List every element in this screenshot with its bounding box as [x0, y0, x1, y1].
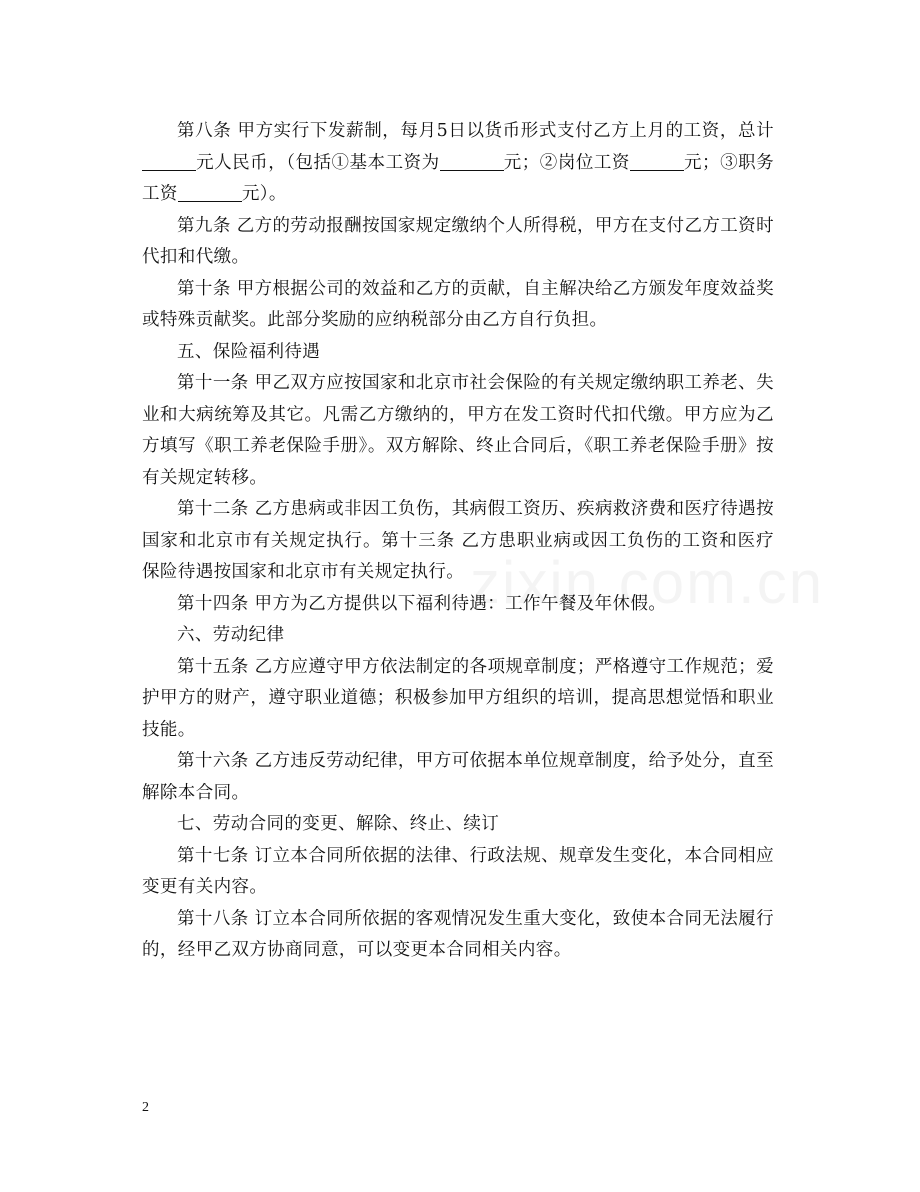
- article-15-paragraph: 第十五条 乙方应遵守甲方依法制定的各项规章制度；严格遵守工作规范；爱护甲方的财产，遵守职业道德；积极参加甲方组织的培训，提高思想觉悟和职业技能。: [142, 656, 774, 740]
- article-14-paragraph: 第十四条 甲方为乙方提供以下福利待遇：工作午餐及年休假。: [177, 593, 667, 614]
- article-8-text-1: 第八条 甲方实行下发薪制，每月5日以货币形式支付乙方上月的工资，总计: [177, 121, 774, 141]
- article-17-paragraph: 第十七条 订立本合同所依据的法律、行政法规、规章发生变化，本合同相应变更有关内容。: [142, 845, 774, 897]
- document-body: [142, 116, 774, 967]
- blank-total-amount: [142, 152, 196, 171]
- article-9-paragraph: 第九条 乙方的劳动报酬按国家规定缴纳个人所得税，甲方在支付乙方工资时代扣和代缴。: [142, 215, 774, 267]
- section-6-heading: 六、劳动纪律: [177, 625, 285, 645]
- blank-duty-salary: [178, 183, 242, 202]
- article-8-text-3: 元；②岗位工资: [503, 152, 630, 173]
- article-8-text-5: 元）。: [241, 184, 287, 204]
- section-5-heading: 五、保险福利待遇: [177, 341, 321, 362]
- blank-post-salary: [630, 152, 684, 171]
- article-8-paragraph: [142, 116, 774, 211]
- article-8-text-4: 元；③职务工资: [142, 152, 775, 204]
- article-16-paragraph: 第十六条 乙方违反劳动纪律，甲方可依据本单位规章制度，给予处分，直至解除本合同。: [142, 751, 774, 803]
- article-11-paragraph: 第十一条 甲乙双方应按国家和北京市社会保险的有关规定缴纳职工养老、失业和大病统筹及其它。凡需乙方缴纳的，甲方在发工资时代扣代缴。甲方应为乙方填写《职工养老保险手册》。双方解除、终止合同后，《职工养老保险手册》按有关规定转移。: [142, 373, 774, 488]
- blank-base-salary: [440, 152, 504, 171]
- article-10-paragraph: 第十条 甲方根据公司的效益和乙方的贡献，自主解决给乙方颁发年度效益奖或特殊贡献奖。此部分奖励的应纳税部分由乙方自行负担。: [142, 278, 774, 330]
- page-number: 2: [142, 1100, 149, 1115]
- article-12-13-paragraph: 第十二条 乙方患病或非因工负伤，其病假工资历、疾病救济费和医疗待遇按国家和北京市有关规定执行。第十三条 乙方患职业病或因工负伤的工资和医疗保险待遇按国家和北京市有关规定执行。: [142, 499, 774, 582]
- article-18-paragraph: 第十八条 订立本合同所依据的客观情况发生重大变化，致使本合同无法履行的，经甲乙双方协商同意，可以变更本合同相关内容。: [142, 908, 774, 960]
- article-8-text-2: 元人民币，（包括①基本工资为: [196, 152, 440, 173]
- section-7-heading: 七、劳动合同的变更、解除、终止、续订: [177, 814, 500, 834]
